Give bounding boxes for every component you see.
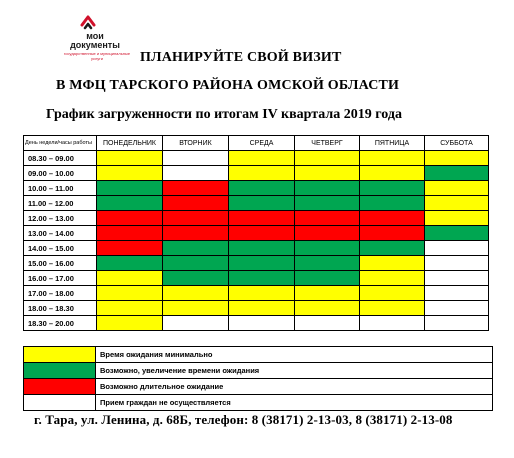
workload-cell xyxy=(163,211,229,226)
legend-swatch xyxy=(24,363,96,379)
legend-swatch xyxy=(24,347,96,363)
workload-cell xyxy=(163,226,229,241)
schedule-row xyxy=(24,211,489,226)
workload-cell xyxy=(97,166,163,181)
workload-cell xyxy=(360,211,425,226)
workload-cell xyxy=(97,196,163,211)
schedule-row xyxy=(24,316,489,331)
workload-cell xyxy=(97,241,163,256)
mfc-logo xyxy=(56,13,134,63)
day-header-friday: ПЯТНИЦА xyxy=(360,136,425,151)
logo-text-line2: документы xyxy=(70,40,120,50)
time-slot-label: 12.00 – 13.00 xyxy=(24,211,97,226)
workload-cell xyxy=(163,316,229,331)
workload-cell xyxy=(229,181,295,196)
workload-cell xyxy=(425,211,489,226)
day-header-tuesday: ВТОРНИК xyxy=(163,136,229,151)
workload-cell xyxy=(360,226,425,241)
workload-cell xyxy=(360,181,425,196)
workload-cell xyxy=(425,301,489,316)
workload-cell xyxy=(425,196,489,211)
workload-cell xyxy=(425,151,489,166)
legend-row xyxy=(24,395,493,411)
workload-cell xyxy=(229,241,295,256)
workload-cell xyxy=(295,196,360,211)
schedule-row xyxy=(24,181,489,196)
workload-cell xyxy=(163,241,229,256)
workload-cell xyxy=(97,271,163,286)
schedule-row xyxy=(24,301,489,316)
time-slot-label: 18.00 – 18.30 xyxy=(24,301,97,316)
workload-cell xyxy=(229,256,295,271)
legend-label: Возможно, увеличение времени ожидания xyxy=(96,363,493,379)
workload-cell xyxy=(295,271,360,286)
workload-cell xyxy=(360,316,425,331)
schedule-header-row xyxy=(24,136,489,151)
workload-cell xyxy=(425,271,489,286)
workload-cell xyxy=(295,286,360,301)
schedule-row xyxy=(24,196,489,211)
time-slot-label: 14.00 – 15.00 xyxy=(24,241,97,256)
workload-cell xyxy=(229,286,295,301)
workload-cell xyxy=(163,151,229,166)
legend-body xyxy=(24,347,493,411)
time-slot-label: 15.00 – 16.00 xyxy=(24,256,97,271)
time-slot-label: 08.30 – 09.00 xyxy=(24,151,97,166)
workload-cell xyxy=(360,166,425,181)
workload-cell xyxy=(425,226,489,241)
time-slot-label: 16.00 – 17.00 xyxy=(24,271,97,286)
workload-cell xyxy=(229,226,295,241)
workload-cell xyxy=(97,181,163,196)
workload-cell xyxy=(295,181,360,196)
legend-row xyxy=(24,347,493,363)
workload-cell xyxy=(425,241,489,256)
legend-swatch xyxy=(24,395,96,411)
time-slot-label: 10.00 – 11.00 xyxy=(24,181,97,196)
workload-cell xyxy=(295,226,360,241)
day-header-thursday: ЧЕТВЕРГ xyxy=(295,136,360,151)
workload-cell xyxy=(295,241,360,256)
workload-cell xyxy=(229,211,295,226)
page-subtitle: График загруженности по итогам IV квартала 2019 года xyxy=(46,107,402,122)
time-slot-label: 11.00 – 12.00 xyxy=(24,196,97,211)
time-slot-label: 18.30 – 20.00 xyxy=(24,316,97,331)
schedule-row xyxy=(24,271,489,286)
schedule-row xyxy=(24,226,489,241)
legend-swatch xyxy=(24,379,96,395)
workload-cell xyxy=(163,196,229,211)
workload-cell xyxy=(163,271,229,286)
workload-cell xyxy=(229,271,295,286)
workload-cell xyxy=(229,301,295,316)
workload-cell xyxy=(229,151,295,166)
legend-row xyxy=(24,379,493,395)
workload-cell xyxy=(97,226,163,241)
time-slot-label: 17.00 – 18.00 xyxy=(24,286,97,301)
workload-cell xyxy=(295,301,360,316)
time-slot-label: 09.00 – 10.00 xyxy=(24,166,97,181)
workload-cell xyxy=(425,166,489,181)
footer-address: г. Тара, ул. Ленина, д. 68Б, телефон: 8 (38171) 2-13-03, 8 (38171) 2-13-08 xyxy=(34,412,453,427)
workload-cell xyxy=(229,316,295,331)
workload-cell xyxy=(97,316,163,331)
schedule-row xyxy=(24,241,489,256)
workload-cell xyxy=(295,151,360,166)
workload-cell xyxy=(163,181,229,196)
workload-cell xyxy=(295,211,360,226)
legend-label: Время ожидания минимально xyxy=(96,347,493,363)
workload-cell xyxy=(163,286,229,301)
legend-label: Прием граждан не осуществляется xyxy=(96,395,493,411)
workload-cell xyxy=(97,211,163,226)
page-title-line1: ПЛАНИРУЙТЕ СВОЙ ВИЗИТ xyxy=(140,50,342,65)
workload-cell xyxy=(425,316,489,331)
workload-cell xyxy=(229,196,295,211)
workload-cell xyxy=(163,301,229,316)
workload-cell xyxy=(295,166,360,181)
workload-cell xyxy=(295,316,360,331)
logo-tagline: государственные и муниципальные услуги xyxy=(63,51,131,61)
page-title-line2: В МФЦ ТАРСКОГО РАЙОНА ОМСКОЙ ОБЛАСТИ xyxy=(56,78,400,93)
day-header-saturday: СУББОТА xyxy=(425,136,489,151)
workload-cell xyxy=(229,166,295,181)
schedule-corner-label: День недели/часы работы xyxy=(24,136,97,151)
schedule-row xyxy=(24,256,489,271)
time-slot-label: 13.00 – 14.00 xyxy=(24,226,97,241)
day-header-monday: ПОНЕДЕЛЬНИК xyxy=(97,136,163,151)
schedule-row xyxy=(24,151,489,166)
workload-cell xyxy=(360,241,425,256)
workload-cell xyxy=(360,301,425,316)
workload-cell xyxy=(295,256,360,271)
workload-cell xyxy=(360,151,425,166)
legend-table xyxy=(23,346,493,411)
workload-schedule-table xyxy=(23,135,489,331)
schedule-row xyxy=(24,286,489,301)
workload-cell xyxy=(360,271,425,286)
schedule-body xyxy=(24,151,489,331)
workload-cell xyxy=(97,256,163,271)
workload-cell xyxy=(360,196,425,211)
logo-mark-icon xyxy=(78,13,98,33)
workload-cell xyxy=(425,286,489,301)
legend-label: Возможно длительное ожидание xyxy=(96,379,493,395)
legend-row xyxy=(24,363,493,379)
workload-cell xyxy=(360,256,425,271)
workload-cell xyxy=(425,256,489,271)
day-header-wednesday: СРЕДА xyxy=(229,136,295,151)
workload-cell xyxy=(163,166,229,181)
schedule-row xyxy=(24,166,489,181)
workload-cell xyxy=(425,181,489,196)
workload-cell xyxy=(97,301,163,316)
workload-cell xyxy=(97,151,163,166)
workload-cell xyxy=(163,256,229,271)
workload-cell xyxy=(97,286,163,301)
workload-cell xyxy=(360,286,425,301)
logo-text-line1: мои xyxy=(86,31,104,41)
